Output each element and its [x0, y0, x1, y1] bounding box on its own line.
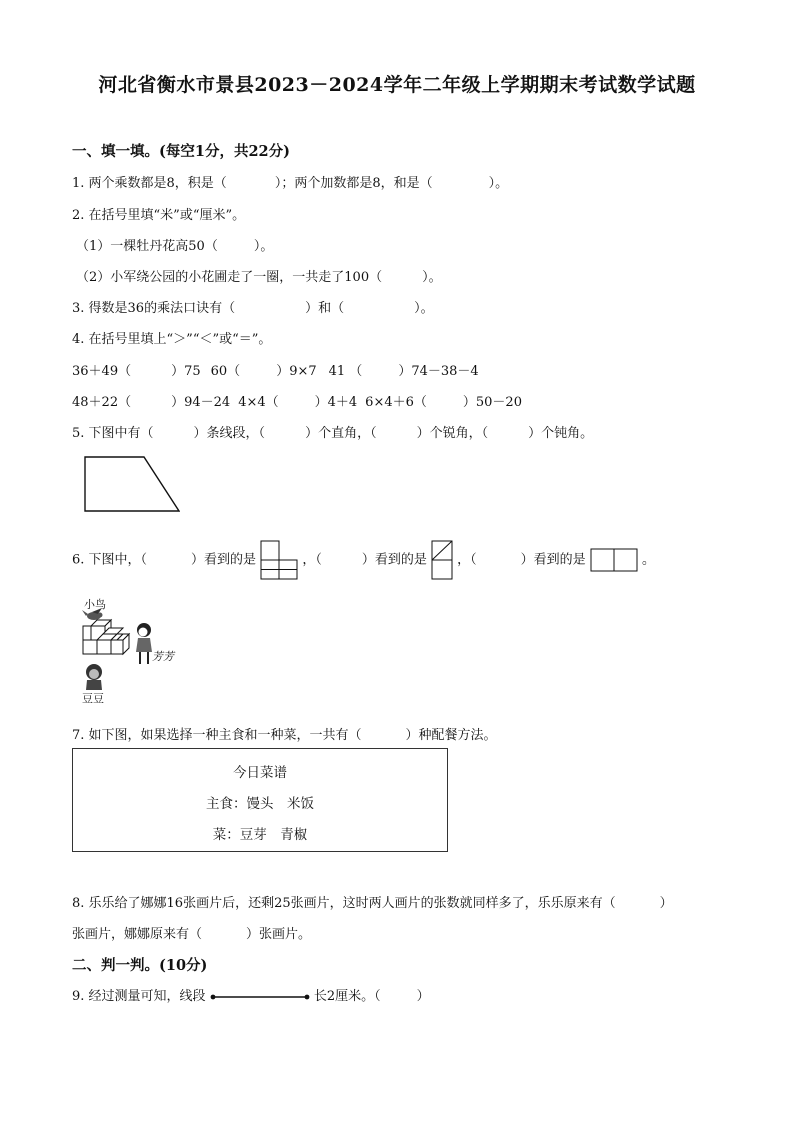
question-8-line-1: 8. 乐乐给了娜娜16张画片后，还剩25张画片，这时两人画片的张数就同样多了，乐乐原来有（ ）: [72, 896, 673, 911]
question-9: 9. 经过测量可知，线段 长2厘米。（ ）: [72, 989, 430, 1004]
question-4-row-2: 48＋22（ ）94－24 4×4（ ）4＋4 6×4＋6（ ）50－20: [72, 395, 522, 410]
question-4: 4. 在括号里填上“＞”“＜”或“＝”。: [72, 332, 272, 347]
view-shape-b: [431, 540, 453, 580]
section-1-heading: 一、填一填。(每空1分，共22分): [72, 143, 290, 160]
label-fangfang: 芳芳: [152, 650, 174, 663]
question-2: 2. 在括号里填“米”或“厘米”。: [72, 208, 246, 223]
label-bird: 小鸟: [84, 598, 106, 611]
menu-box: [72, 748, 448, 852]
view-shape-c: [590, 548, 638, 572]
question-5: 5. 下图中有（ ）条线段，（ ）个直角，（ ）个锐角，（ ）个钝角。: [72, 426, 594, 441]
question-1: 1. 两个乘数都是8，积是（ ）；两个加数都是8，和是（ ）。: [72, 176, 509, 191]
menu-staple: 主食：馒头 米饭: [206, 796, 314, 812]
question-7: 7. 如下图，如果选择一种主食和一种菜，一共有（ ）种配餐方法。: [72, 728, 497, 743]
question-8-line-2: 张画片，娜娜原来有（ ）张画片。: [72, 927, 312, 942]
question-6: 6. 下图中，（ ）看到的是 ，（ ）看到的是 ，（ ）看到的是 。: [72, 540, 655, 580]
line-segment-figure: [210, 992, 310, 1002]
question-2-sub-2: （2）小军绕公园的小花圃走了一圈，一共走了100（ ）。: [76, 270, 442, 285]
view-shape-a: [260, 540, 298, 580]
trapezoid-figure: [84, 456, 180, 512]
cube-scene-illustration: [80, 596, 190, 706]
menu-dish: 菜：豆芽 青椒: [212, 827, 308, 843]
menu-title: 今日菜谱: [233, 765, 287, 781]
question-3: 3. 得数是36的乘法口诀有（ ）和（ ）。: [72, 301, 434, 316]
label-doudou: 豆豆: [82, 692, 104, 705]
question-2-sub-1: （1）一棵牡丹花高50（ ）。: [76, 239, 274, 254]
question-4-row-1: 36＋49（ ）75 60（ ）9×7 41 （ ）74－38－4: [72, 364, 479, 379]
page-title: 河北省衡水市景县2023－2024学年二年级上学期期末考试数学试题: [98, 74, 696, 96]
section-2-heading: 二、判一判。(10分): [72, 957, 208, 974]
